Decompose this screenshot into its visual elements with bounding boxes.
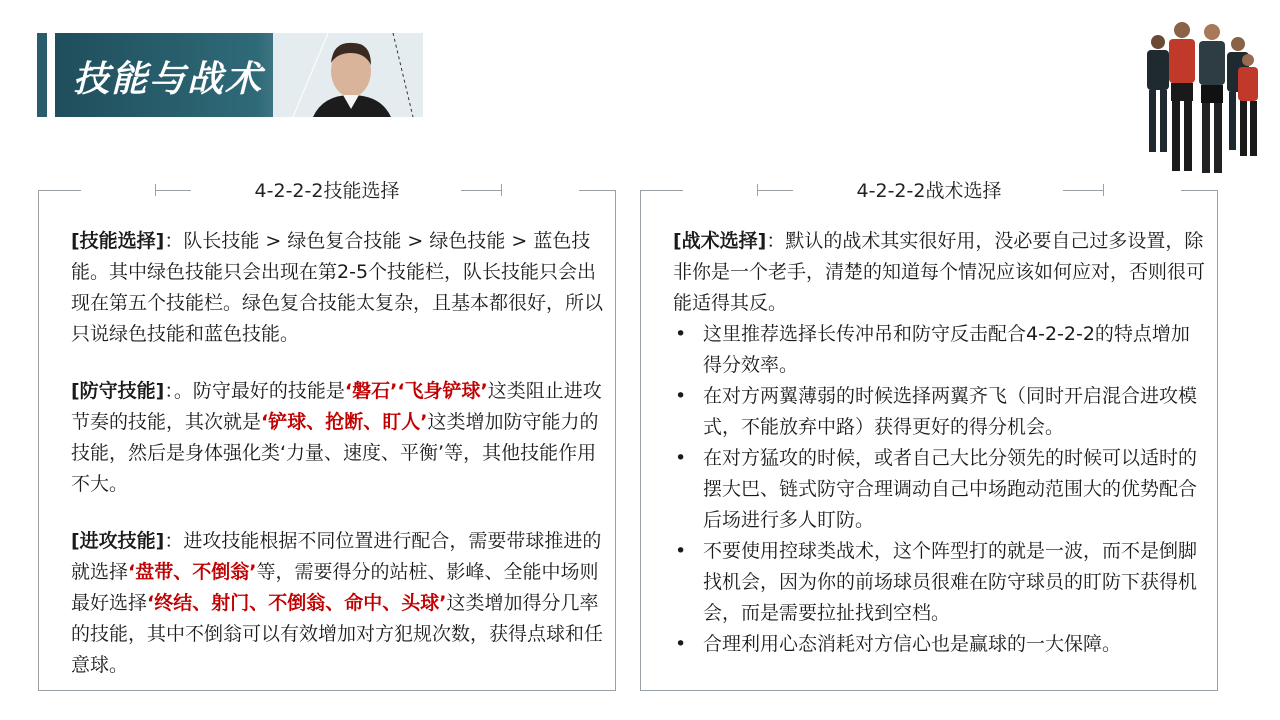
skills-heading: 4-2-2-2技能选择	[254, 180, 400, 202]
list-item-text: 这里推荐选择长传冲吊和防守反击配合4-2-2-2的特点增加得分效率。	[703, 323, 1190, 376]
paragraph-text: ：。防守最好的技能是	[164, 380, 345, 402]
bullet-icon: •	[675, 323, 687, 345]
presenter-photo	[273, 33, 423, 117]
highlight-text: ‘铲球、抢断、盯人’	[261, 411, 428, 433]
paragraph-tag: [进攻技能]	[71, 530, 165, 552]
bullet-icon: •	[675, 385, 687, 407]
paragraph-text: 这类阻止进攻节奏的技能，其次就是	[71, 380, 602, 433]
list-item-text: 不要使用控球类战术，这个阵型打的就是一波，而不是倒脚找机会，因为你的前场球员很难在防守球员的盯防下获得机会，而是需要拉扯找到空档。	[703, 540, 1198, 624]
list-item	[673, 319, 1205, 381]
attack-skill-paragraph	[71, 526, 603, 681]
list-item	[673, 443, 1205, 536]
bullet-icon: •	[675, 633, 687, 655]
highlight-text: ‘终结、射门、不倒翁、命中、头球’	[147, 592, 447, 614]
paragraph-tag: [战术选择]	[673, 230, 767, 252]
football-players-image	[1130, 16, 1265, 184]
paragraph-tag: [防守技能]	[71, 380, 165, 402]
tactics-bullet-list	[673, 319, 1205, 660]
bullet-icon: •	[675, 447, 687, 469]
bullet-icon: •	[675, 540, 687, 562]
list-item-text: 在对方两翼薄弱的时候选择两翼齐飞（同时开启混合进攻模式，不能放弃中路）获得更好的得分机会。	[703, 385, 1198, 438]
defense-skill-paragraph	[71, 376, 603, 500]
list-item-text: 在对方猛攻的时候，或者自己大比分领先的时候可以适时的摆大巴、链式防守合理调动自己中场跑动范围大的优势配合后场进行多人盯防。	[703, 447, 1198, 531]
paragraph-text: 这类增加防守能力的技能，然后是身体强化类‘力量、速度、平衡’等，其他技能作用不大。	[71, 411, 599, 495]
tactics-intro	[673, 226, 1205, 319]
list-item	[673, 629, 1205, 660]
tactics-content	[673, 226, 1205, 660]
skill-selection-paragraph	[71, 226, 603, 350]
title-banner	[55, 33, 423, 117]
list-item-text: 合理利用心态消耗对方信心也是赢球的一大保障。	[703, 633, 1122, 655]
tactics-heading: 4-2-2-2战术选择	[856, 180, 1002, 202]
paragraph-text: ：队长技能 > 绿色复合技能 > 绿色技能 > 蓝色技能。其中绿色技能只会出现在第2-5个技能栏，队长技能只会出现在第五个技能栏。绿色复合技能太复杂，且基本都很好，所以只说绿色技能和蓝色技能。	[71, 230, 604, 345]
paragraph-tag: [技能选择]	[71, 230, 165, 252]
paragraph-text: 等，需要得分的站桩、影峰、全能中场则最好选择	[71, 561, 599, 614]
paragraph-text: ：进攻技能根据不同位置进行配合，需要带球推进的就选择	[71, 530, 602, 583]
paragraph-text: ：默认的战术其实很好用，没必要自己过多设置，除非你是一个老手，清楚的知道每个情况应该如何应对，否则很可能适得其反。	[673, 230, 1206, 314]
highlight-text: ‘磐石’‘飞身铲球’	[344, 380, 488, 402]
skills-panel	[38, 180, 616, 691]
list-item	[673, 381, 1205, 443]
title-accent-bar	[37, 33, 47, 117]
highlight-text: ‘盘带、不倒翁’	[128, 561, 257, 583]
page-title: 技能与战术	[73, 59, 264, 100]
tactics-panel	[640, 180, 1218, 691]
skills-content	[71, 226, 603, 707]
paragraph-text: 这类增加得分几率的技能，其中不倒翁可以有效增加对方犯规次数，获得点球和任意球。	[71, 592, 604, 676]
list-item	[673, 536, 1205, 629]
